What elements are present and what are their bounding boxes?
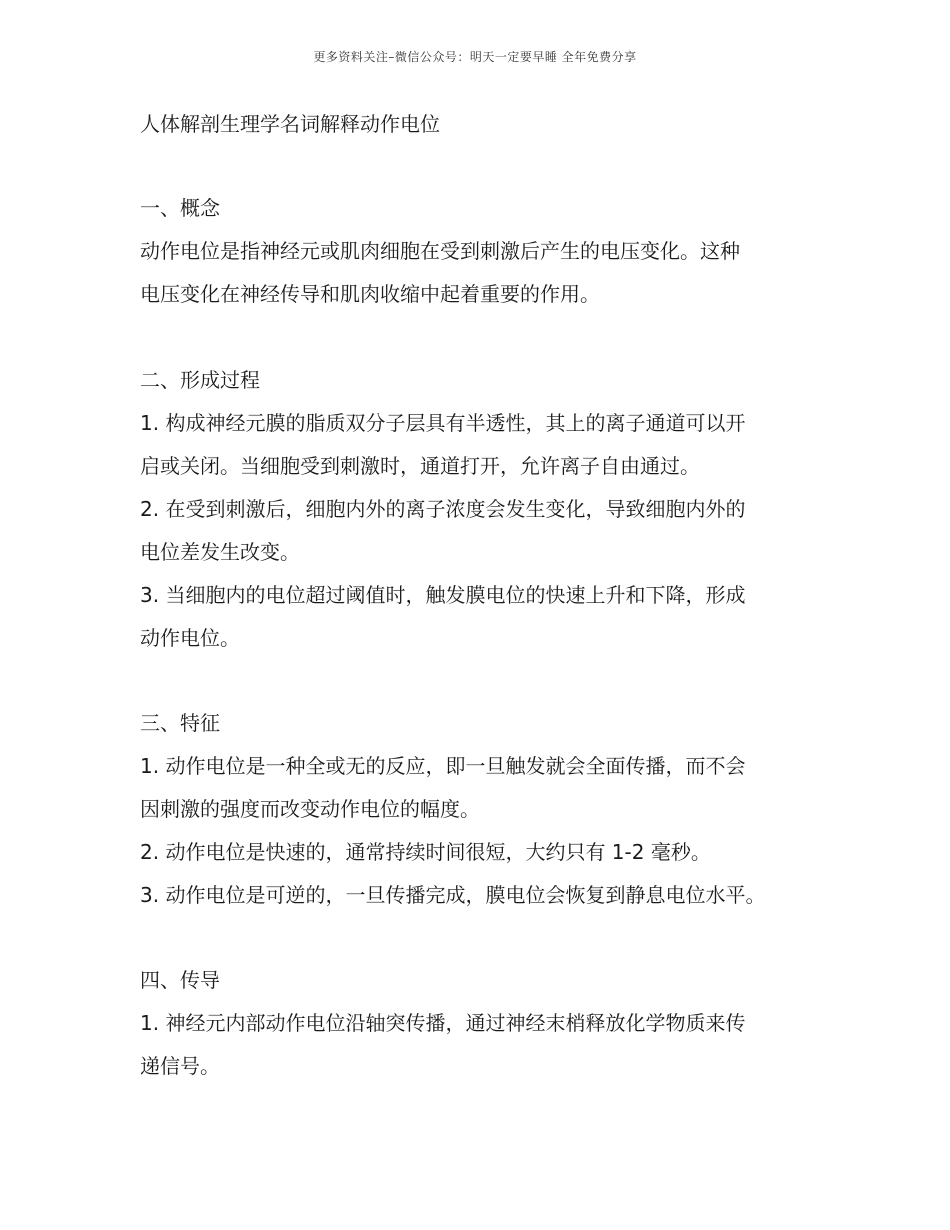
section-formation — [140, 359, 840, 660]
paragraph-line: 递信号。 — [140, 1054, 220, 1078]
paragraph-line: 2. 在受到刺激后，细胞内外的离子浓度会发生变化，导致细胞内外的 — [140, 497, 746, 521]
header-note: 更多资料关注–微信公众号：明天一定要早睡 全年免费分享 — [313, 50, 637, 64]
paragraph-line: 动作电位是指神经元或肌肉细胞在受到刺激后产生的电压变化。这种 — [140, 239, 740, 263]
section-heading: 一、概念 — [140, 196, 220, 220]
paragraph-line: 2. 动作电位是快速的，通常持续时间很短，大约只有 1-2 毫秒。 — [140, 840, 711, 864]
paragraph-line: 3. 动作电位是可逆的，一旦传播完成，膜电位会恢复到静息电位水平。 — [140, 883, 766, 907]
section-heading: 四、传导 — [140, 968, 220, 992]
paragraph-line: 1. 神经元内部动作电位沿轴突传播，通过神经末梢释放化学物质来传 — [140, 1011, 746, 1035]
paragraph-line: 1. 构成神经元膜的脂质双分子层具有半透性，其上的离子通道可以开 — [140, 411, 746, 435]
paragraph-line: 因刺激的强度而改变动作电位的幅度。 — [140, 797, 480, 821]
document-title: 人体解剖生理学名词解释动作电位 — [140, 112, 440, 136]
paragraph-line: 3. 当细胞内的电位超过阈值时，触发膜电位的快速上升和下降，形成 — [140, 583, 746, 607]
paragraph-line: 1. 动作电位是一种全或无的反应，即一旦触发就会全面传播，而不会 — [140, 754, 746, 778]
paragraph-line: 启或关闭。当细胞受到刺激时，通道打开，允许离子自由通过。 — [140, 454, 700, 478]
section-heading: 三、特征 — [140, 711, 220, 735]
section-heading: 二、形成过程 — [140, 368, 260, 392]
paragraph-line: 电压变化在神经传导和肌肉收缩中起着重要的作用。 — [140, 282, 600, 306]
section-concept — [140, 187, 840, 316]
paragraph-line: 电位差发生改变。 — [140, 540, 300, 564]
paragraph-line: 动作电位。 — [140, 626, 240, 650]
section-features — [140, 702, 840, 917]
section-conduction — [140, 959, 840, 1088]
